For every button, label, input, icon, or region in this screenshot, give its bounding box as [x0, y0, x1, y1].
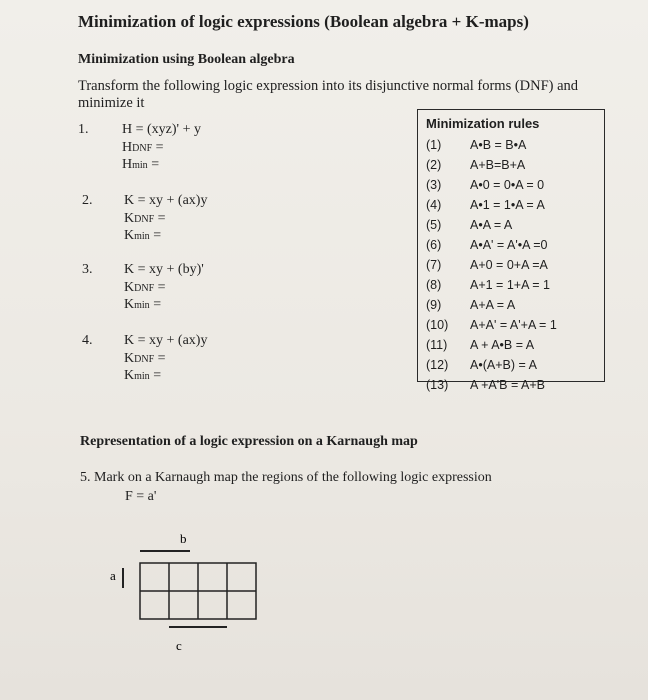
minimization-rules-box	[417, 109, 605, 392]
rule-row: (6) A•A' = A'•A =0	[426, 238, 548, 252]
min-label: Kmin =	[124, 368, 162, 383]
kmap-var-a: a	[110, 568, 116, 583]
exercise-expression: K = xy + (ax)y	[124, 193, 208, 208]
min-label: Kmin =	[124, 228, 162, 243]
kmap-grid	[140, 563, 256, 619]
rule-row: (4) A•1 = 1•A = A	[426, 198, 545, 212]
rule-row: (7) A+0 = 0+A =A	[426, 258, 548, 272]
dnf-label: KDNF =	[124, 211, 166, 226]
task-5-text: 5. Mark on a Karnaugh map the regions of the following logic expression	[80, 470, 492, 485]
page-title: Minimization of logic expressions (Boolean algebra + K-maps)	[78, 12, 529, 31]
rule-row: (12) A•(A+B) = A	[426, 358, 537, 372]
min-label: Hmin =	[122, 157, 160, 172]
exercise-expression: K = xy + (by)'	[124, 262, 204, 277]
instruction-text: Transform the following logic expression into its disjunctive normal forms (DNF) and minimize it	[78, 78, 579, 111]
kmap-var-b: b	[180, 531, 187, 546]
rule-row: (3) A•0 = 0•A = 0	[426, 178, 545, 192]
rule-row: (9) A+A = A	[426, 298, 516, 312]
exercise-expression: H = (xyz)' + y	[122, 122, 201, 137]
rule-row: (1) A•B = B•A	[426, 138, 527, 152]
rule-row: (2) A+B=B+A	[426, 158, 526, 172]
karnaugh-map	[110, 531, 240, 665]
section-title-boolean: Minimization using Boolean algebra	[78, 52, 295, 67]
dnf-label: KDNF =	[124, 351, 166, 366]
rule-row: (13) A +A'B = A+B	[426, 378, 546, 392]
rule-row: (8) A+1 = 1+A = 1	[426, 278, 550, 292]
rule-row: (11) A + A•B = A	[426, 338, 535, 352]
rule-row: (5) A•A = A	[426, 218, 513, 232]
section-title-karnaugh: Representation of a logic expression on a Karnaugh map	[80, 434, 418, 449]
kmap-var-c: c	[176, 638, 182, 653]
rule-row: (10) A+A' = A'+A = 1	[426, 318, 557, 332]
exercise-expression: K = xy + (ax)y	[124, 333, 208, 348]
rules-title: Minimization rules	[426, 116, 540, 131]
exercise-number: 4.	[82, 333, 93, 348]
exercise-number: 1.	[78, 122, 89, 137]
exercise-number: 2.	[82, 193, 93, 208]
min-label: Kmin =	[124, 297, 162, 312]
dnf-label: KDNF =	[124, 280, 166, 295]
function-expression: F = a'	[125, 489, 157, 504]
dnf-label: HDNF =	[122, 140, 164, 155]
exercise-number: 3.	[82, 262, 93, 277]
